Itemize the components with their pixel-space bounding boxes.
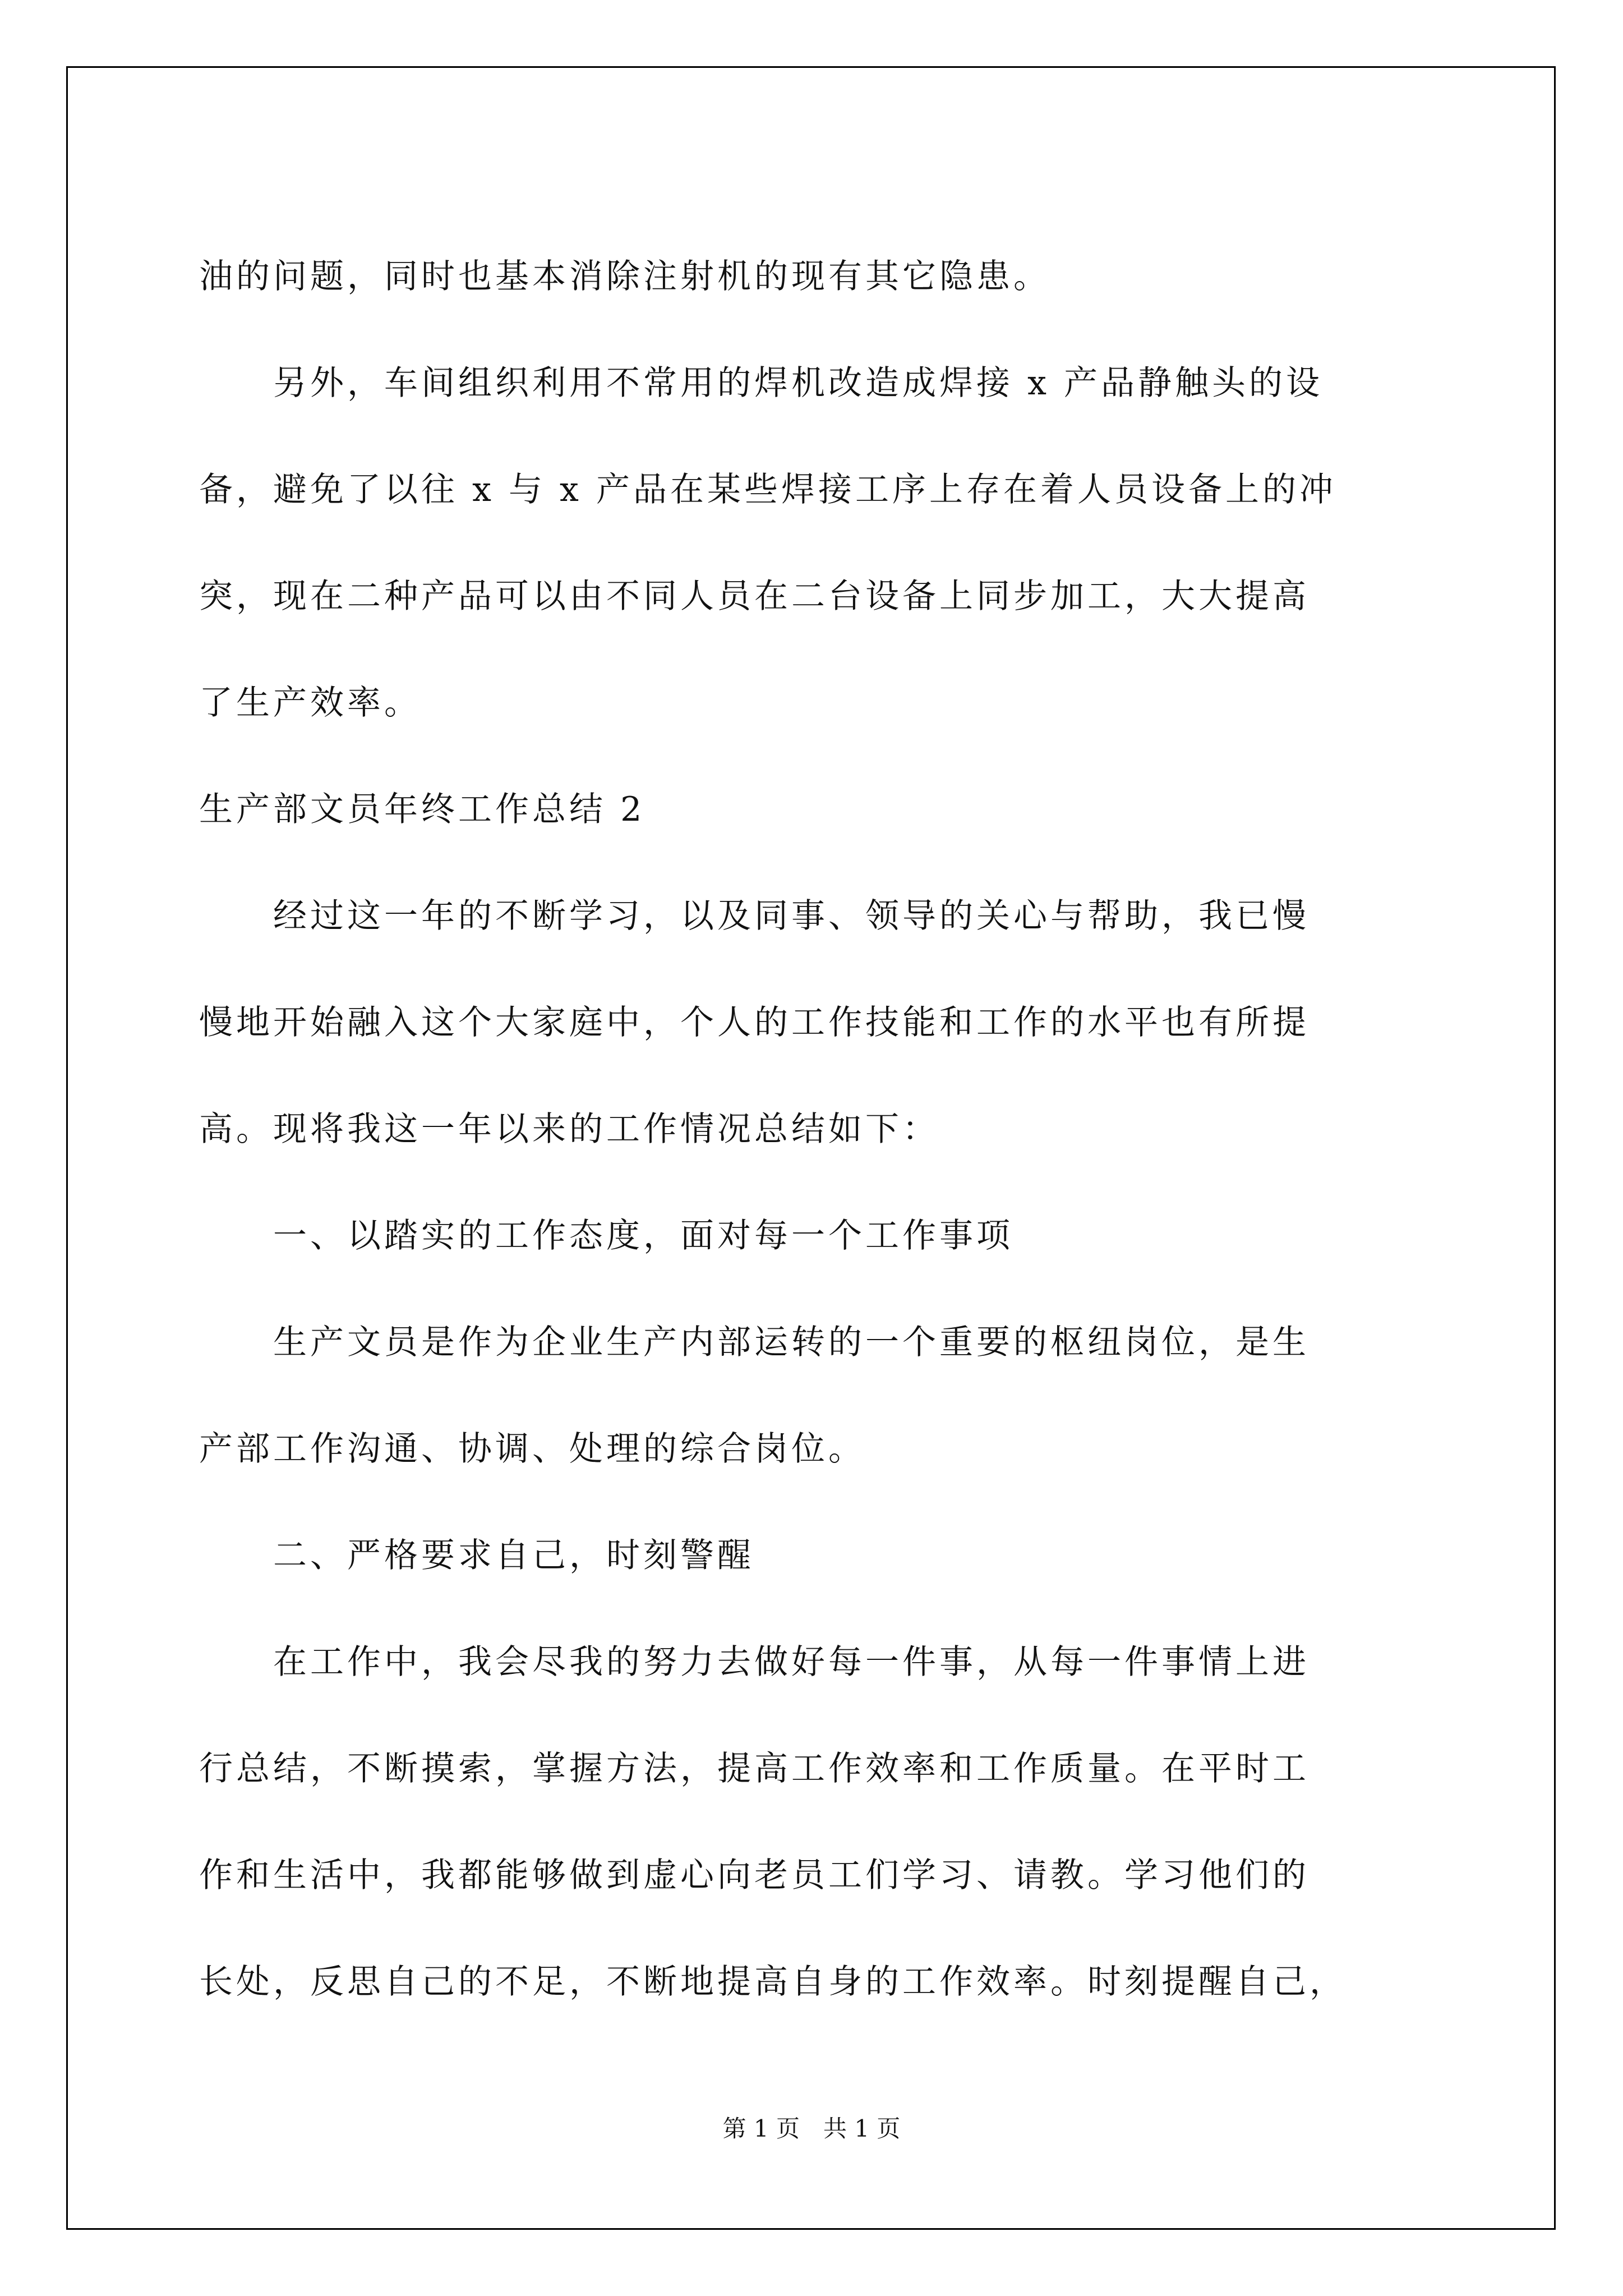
text-line: 生产文员是作为企业生产内部运转的一个重要的枢纽岗位，是生	[199, 1323, 1310, 1362]
text-line: 了生产效率。	[199, 683, 421, 723]
text-line: 高。现将我这一年以来的工作情况总结如下：	[199, 1110, 939, 1149]
text-line: 另外，车间组织利用不常用的焊机改造成焊接 x 产品静触头的设	[199, 364, 1323, 403]
text-line: 油的问题，同时也基本消除注射机的现有其它隐患。	[199, 257, 1050, 296]
section-heading: 生产部文员年终工作总结 2	[199, 790, 645, 829]
text-line: 慢地开始融入这个大家庭中，个人的工作技能和工作的水平也有所提	[199, 1003, 1310, 1042]
text-line: 备，避免了以往 x 与 x 产品在某些焊接工序上存在着人员设备上的冲	[199, 470, 1336, 509]
text-line: 长处，反思自己的不足，不断地提高自身的工作效率。时刻提醒自己，	[199, 1962, 1347, 2001]
text-line: 经过这一年的不断学习，以及同事、领导的关心与帮助，我已慢	[199, 896, 1310, 936]
subheading: 一、以踏实的工作态度，面对每一个工作事项	[199, 1216, 1013, 1255]
text-line: 行总结，不断摸索，掌握方法，提高工作效率和工作质量。在平时工	[199, 1749, 1310, 1788]
document-body	[199, 223, 1433, 2035]
text-line: 突，现在二种产品可以由不同人员在二台设备上同步加工，大大提高	[199, 577, 1310, 616]
page-footer: 第 1 页 共 1 页	[722, 2115, 901, 2142]
text-line: 作和生活中，我都能够做到虚心向老员工们学习、请教。学习他们的	[199, 1856, 1310, 1895]
text-line: 产部工作沟通、协调、处理的综合岗位。	[199, 1429, 865, 1469]
subheading: 二、严格要求自己，时刻警醒	[199, 1536, 754, 1575]
text-line: 在工作中，我会尽我的努力去做好每一件事，从每一件事情上进	[199, 1642, 1310, 1682]
